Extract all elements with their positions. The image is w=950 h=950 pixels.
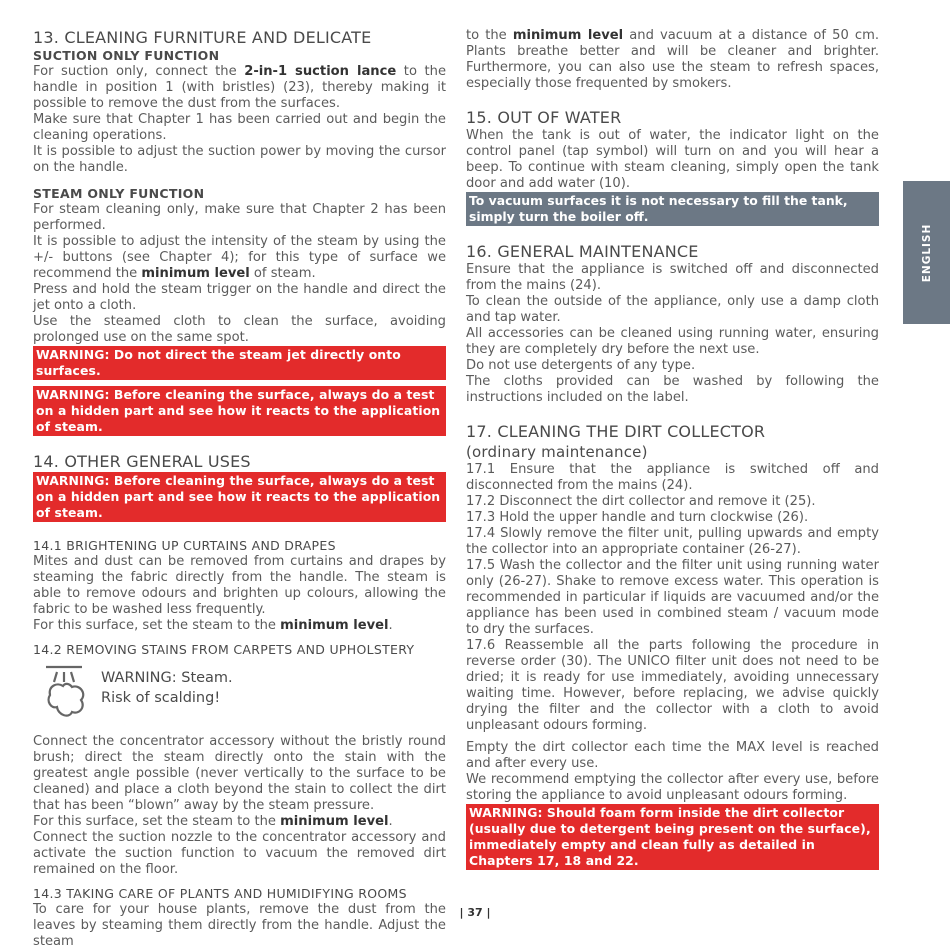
minimum-level-highlight: minimum level (280, 618, 389, 633)
step-17-6: 17.6 Reassemble all the parts following the procedure in reverse order (30). The UNICO filter unit does not need to be dried; it is ready for use immediately, avoiding unnecessary waiting time. However, before replacing, we advise quickly drying the filter and the collector with a cloth to avoid unpleasant odours forming. (466, 638, 879, 733)
steam-caution-text: WARNING: Steam. Risk of scalding! (101, 670, 233, 706)
warning-test-hidden-part-2: WARNING: Before cleaning the surface, always do a test on a hidden part and see how it reacts to the application of steam. (33, 472, 446, 522)
warning-foam: WARNING: Should foam form inside the dirt collector (usually due to detergent being present on the surface), immediately empty and clean fully as detailed in Chapters 17, 18 and 22. (466, 804, 879, 870)
maintenance-paragraph-2: To clean the outside of the appliance, only use a damp cloth and tap water. (466, 294, 879, 325)
suction-lance-highlight: 2-in-1 suction lance (244, 64, 397, 79)
step-17-1: 17.1 Ensure that the appliance is switched off and disconnected from the mains (24). (466, 462, 879, 493)
section-15-title: 15. OUT OF WATER (466, 108, 622, 127)
stains-paragraph-1: Connect the concentrator accessory without the bristly round brush; direct the steam directly onto the stain with the greatest angle possible (never vertically to the surface to be cleaned) and place a cloth beyond the stain to collect the dirt that has been “blown” away by the steam pressure. (33, 734, 446, 813)
steam-paragraph-3: Press and hold the steam trigger on the handle and direct the jet onto a cloth. (33, 282, 446, 313)
out-of-water-paragraph: When the tank is out of water, the indicator light on the control panel (tap symbol) will turn on and you will hear a beep. To continue with steam cleaning, simply open the tank door and add water (10). (466, 128, 879, 191)
steam-paragraph-1: For steam cleaning only, make sure that Chapter 2 has been performed. (33, 202, 446, 233)
section-14-3-heading: 14.3 TAKING CARE OF PLANTS AND HUMIDIFYING ROOMS (33, 886, 407, 901)
minimum-level-highlight: minimum level (141, 266, 250, 281)
warning-steam-jet: WARNING: Do not direct the steam jet directly onto surfaces. (33, 346, 446, 380)
section-17-title: 17. CLEANING THE DIRT COLLECTOR (466, 422, 766, 441)
steam-paragraph-2: It is possible to adjust the intensity of the steam by using the +/- buttons (see Chapter 4); for this type of surface we recommend the minimum level of steam. (33, 234, 446, 281)
stains-paragraph-3: Connect the suction nozzle to the concentrator accessory and activate the suction function to vacuum the removed dirt remained on the floor. (33, 830, 446, 877)
empty-collector-paragraph: Empty the dirt collector each time the MAX level is reached and after every use. (466, 740, 879, 771)
maintenance-paragraph-5: The cloths provided can be washed by following the instructions included on the label. (466, 374, 879, 405)
steam-only-heading: STEAM ONLY FUNCTION (33, 186, 205, 201)
steam-paragraph-4: Use the steamed cloth to clean the surface, avoiding prolonged use on the same spot. (33, 314, 446, 345)
maintenance-paragraph-1: Ensure that the appliance is switched off and disconnected from the mains (24). (466, 262, 879, 293)
suction-only-heading: SUCTION ONLY FUNCTION (33, 48, 220, 63)
suction-paragraph-2: Make sure that Chapter 1 has been carried out and begin the cleaning operations. (33, 112, 446, 143)
plants-paragraph: To care for your house plants, remove the dust from the leaves by steaming them directly from the handle. Adjust the steam (33, 902, 446, 949)
step-17-2: 17.2 Disconnect the dirt collector and remove it (25). (466, 494, 816, 509)
recommend-emptying-paragraph: We recommend emptying the collector after every use, before storing the appliance to avoid unpleasant odours forming. (466, 772, 879, 803)
section-16-title: 16. GENERAL MAINTENANCE (466, 242, 699, 261)
left-column (33, 28, 446, 950)
suction-paragraph-3: It is possible to adjust the suction power by moving the cursor on the handle. (33, 144, 446, 175)
curtains-paragraph: Mites and dust can be removed from curtains and drapes by steaming the fabric directly from the handle. The steam is able to remove odours and brighten up colours, allowing the fabric to be washed less frequently. (33, 554, 446, 617)
curtains-setting: For this surface, set the steam to the minimum level. (33, 618, 393, 633)
maintenance-paragraph-4: Do not use detergents of any type. (466, 358, 696, 373)
right-column (466, 28, 879, 870)
section-17-subtitle: (ordinary maintenance) (466, 443, 648, 461)
language-tab-label: ENGLISH (920, 223, 933, 282)
language-tab (903, 181, 950, 324)
section-14-2-heading: 14.2 REMOVING STAINS FROM CARPETS AND UPHOLSTERY (33, 642, 415, 657)
plants-continued: to the minimum level and vacuum at a distance of 50 cm. Plants breathe better and will be cleaner and brighter. Furthermore, you can also use the steam to refresh spaces, especially those frequented by smokers. (466, 28, 879, 91)
steam-scald-icon (43, 664, 89, 722)
step-17-5: 17.5 Wash the collector and the filter unit using running water only (26-27). Shake to remove excess water. This operation is recommended in particular if liquids are vacuumed and/or the appliance has been used in combined steam / vacuum mode to dry the surfaces. (466, 558, 879, 637)
section-14-1-heading: 14.1 BRIGHTENING UP CURTAINS AND DRAPES (33, 538, 336, 553)
section-14-title: 14. OTHER GENERAL USES (33, 452, 251, 471)
section-13-title: 13. CLEANING FURNITURE AND DELICATE (33, 28, 372, 47)
steam-caution-block (43, 664, 446, 722)
warning-test-hidden-part: WARNING: Before cleaning the surface, always do a test on a hidden part and see how it reacts to the application of steam. (33, 386, 446, 436)
step-17-3: 17.3 Hold the upper handle and turn clockwise (26). (466, 510, 809, 525)
suction-paragraph-1: For suction only, connect the 2-in-1 suction lance to the handle in position 1 (with bristles) (23), thereby making it possible to remove the dust from the surfaces. (33, 64, 446, 111)
stains-setting: For this surface, set the steam to the minimum level. (33, 814, 393, 829)
page-number: | 37 | (459, 906, 491, 919)
minimum-level-highlight: minimum level (512, 28, 624, 43)
vacuum-note-box: To vacuum surfaces it is not necessary to fill the tank, simply turn the boiler off. (466, 192, 879, 226)
minimum-level-highlight: minimum level (280, 814, 389, 829)
maintenance-paragraph-3: All accessories can be cleaned using running water, ensuring they are completely dry before the next use. (466, 326, 879, 357)
step-17-4: 17.4 Slowly remove the filter unit, pulling upwards and empty the collector into an appropriate container (26-27). (466, 526, 879, 557)
